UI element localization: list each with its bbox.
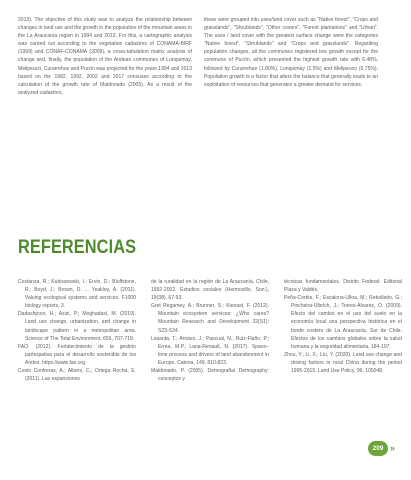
references-column-1 xyxy=(18,278,136,383)
reference-item: Costanza, R.; Kubiszewski, I.; Ervin, D.; Bluffstone, R.; Boyd, J.; Brown, D. ... Yeakley, A. (2011). Valuing ecological systems and services. F1000 biology reports, 3. xyxy=(18,279,136,310)
reference-item: Zhou, Y.; Li, X.; Liu, Y. (2020). Land use change and driving factors in rural China during the period 1995-2015. Land Use Policy, 99, 105048. xyxy=(284,351,402,375)
references-column-2 xyxy=(151,278,269,383)
reference-item: Peña-Cortés, F.; Escalona-Ulloa, M.; Rebolledo, G.; Pincheira-Ulbrich, J.; Torres-Álvarez, O. (2009). Efecto del cambio en el uso del suelo en la economía local una perspectiva histórica en el borde costero de La Araucanía, Sur de Chile. Efectos de los cambios globales sobre la salud humana y la seguridad alimentaria, 184-197. xyxy=(284,295,402,350)
reference-item: Dadashpoor, H.; Azizi, P.; Moghadasi, M. (2019). Land use change, urbanization, and change in landscape pattern in a metropolitan area. Science of The Total Environment, 655, 707-719. xyxy=(18,311,136,342)
reference-item: Maldonado, P. (2005). Demografía/ Demography: conceptos y xyxy=(151,368,269,383)
reference-item: Lasanta, T.; Arnáez, J.; Pascual, N.; Ruiz-Flaño, P.; Errea, M.P.; Lana-Renault, N. (2017). Space–time process and drivers of land abandonment in Europe. Catena, 149, 810-823. xyxy=(151,335,269,366)
reference-item-continuation: técnicas fundamentales. Distrito Federal: Editorial Plaza y Valdés. xyxy=(284,279,402,294)
reference-item: Conin Contreras, A.; Albers, C.; Ortega Rocha, E. (2011). Las expansiones xyxy=(18,368,136,383)
abstract-column-right: these were grouped into uses/land cover such as "Native forest", "Crops and grasslands", "Shrublands", "Other covers", "Forest plantations" and "Urban". The uses / land cover with the greatest surface change were the categories "Native forest", "Shrublands" and "Crops and grasslands". Regarding population changes, all the communes registered low growth except for the commune of Pucón, which presented the highest growth rate with 6.48%, followed by Curarrehue (1.80%), Lonquimay (1.5%) and Melipeuco (0.75%). Population growth is a factor that alters the balance that generally leads to an exploitation of resources that generates a greater demand for services. xyxy=(204,17,378,88)
references-list xyxy=(18,278,402,383)
reference-item: FAO. (2012). Fortalecimiento de la gestión participativa para el desarrollo sostenible de los Andes. https://www.fao.org xyxy=(18,343,136,366)
page-number-badge: 209 xyxy=(368,441,388,456)
reference-item-continuation: de la ruralidad en la región de La Araucanía, Chile, 1992-2002. Estudios sociales (Hermosillo, Son.), 19(38), 67-93. xyxy=(151,279,269,302)
reference-item: Gret Regamey, A.; Brunner, S.; Kienast, F. (2012). Mountain ecosystem services: ¿Who cares? Mountain Research and Development 32(S1): S23-S34. xyxy=(151,303,269,334)
abstract-continuation xyxy=(18,16,378,97)
references-column-3 xyxy=(284,278,402,383)
references-heading: REFERENCIAS xyxy=(18,237,137,258)
double-chevron-right-icon: » xyxy=(390,443,395,453)
abstract-column-left: 2013). The objective of this study was to analyze the relationship between changes in land use and the growth in the population of the mountain areas in the La Araucanía region in 1994 and 2013. For this, a cartographic analysis was carried out according to the vegetation cadastres of CONAMA-BIRF (1999) and CONAF-CONAMA (2009), a cross-tabulation matrix analysis of change and, finally, the population of the Andean communes of Lonquimay, Melipeuco, Curarrehue and Pucón was projected for the years 1994 and 2013 based on the 1982, 1992, 2002 and 2017 censuses according to the calculation of the growth rate of Maldonado (2005). As a result of the analyzed cadastres, xyxy=(18,17,192,96)
